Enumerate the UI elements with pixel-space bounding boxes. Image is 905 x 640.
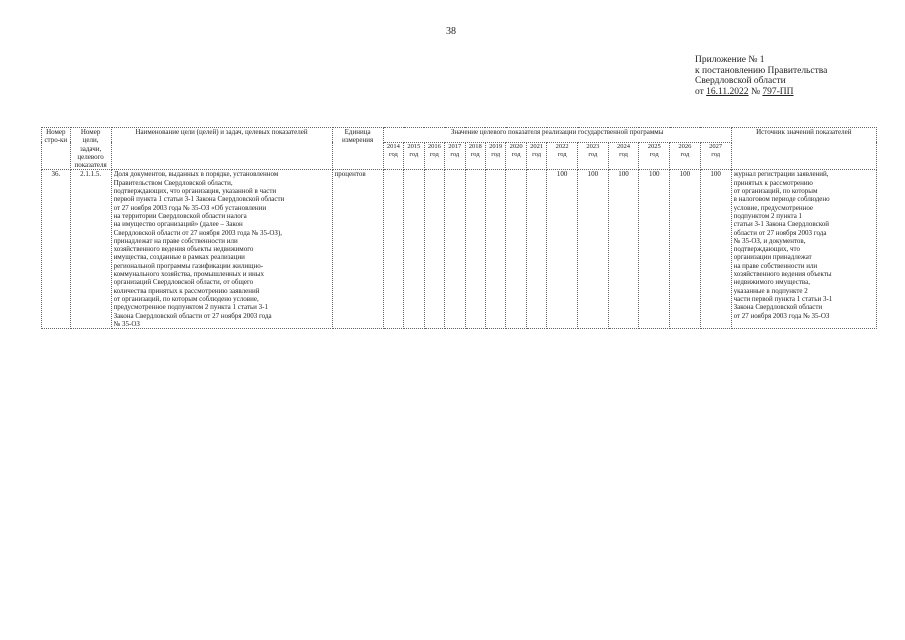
name-line: Правительством Свердловской области, — [113, 178, 233, 187]
date-prefix: от — [695, 86, 704, 97]
value-cell: 100 — [578, 170, 609, 329]
value-cell: 100 — [608, 170, 639, 329]
name-line: на территории Свердловской области налога — [113, 211, 247, 220]
header-unit: Единица измерения — [332, 128, 383, 170]
header-year: 2023 год — [578, 142, 609, 170]
value-cell — [465, 170, 485, 329]
unit-cell: процентов — [332, 170, 383, 329]
name-line: хозяйственного ведения объекты недвижимого — [113, 245, 254, 254]
source-line: условие, предусмотренное — [733, 203, 814, 212]
header-year: 2014 год — [383, 142, 403, 170]
source-line: от 27 ноября 2003 года № 35-ОЗ — [733, 311, 830, 320]
header-year: 2026 год — [670, 142, 701, 170]
value-cell — [526, 170, 546, 329]
source-line: части первой пункта 1 статьи 3-1 — [733, 294, 833, 303]
header-year: 2017 год — [445, 142, 465, 170]
header-source: Источник значений показателей — [731, 128, 876, 170]
name-line: на имущество организаций» (далее – Закон — [113, 220, 243, 229]
page-number: 38 — [446, 26, 456, 37]
header-goal-number: Номер цели, задачи, целевого показателя — [70, 128, 111, 170]
source-line: подтверждающих, что — [733, 245, 800, 254]
header-year: 2019 год — [485, 142, 505, 170]
header-year: 2018 год — [465, 142, 485, 170]
name-line: региональной программы газификации жилищно- — [113, 261, 264, 270]
value-cell — [424, 170, 444, 329]
source-line: от организаций, по которым — [733, 187, 818, 196]
value-cell — [506, 170, 526, 329]
header-year: 2016 год — [424, 142, 444, 170]
name-line: Свердловской области от 27 ноября 2003 года № 35-ОЗ), — [113, 228, 283, 237]
value-cell — [404, 170, 424, 329]
name-line: № 35-ОЗ — [113, 319, 140, 328]
appendix-line-1: Приложение № 1 — [695, 55, 765, 65]
source-line: недвижимого имущества, — [733, 278, 810, 287]
source-line: в налоговом периоде соблюдено — [733, 195, 830, 204]
source-line: № 35-ОЗ, и документов, — [733, 236, 806, 245]
name-line: подтверждающих, что организация, указанной в части — [113, 187, 277, 196]
name-line: от 27 ноября 2003 года № 35-ОЗ «Об установлении — [113, 203, 267, 212]
source-line: статьи 3-1 Закона Свердловской — [733, 220, 830, 229]
source-cell — [731, 170, 876, 329]
source-line: области от 27 ноября 2003 года — [733, 228, 827, 237]
row-number: 36. — [42, 170, 71, 329]
header-year: 2024 год — [608, 142, 639, 170]
indicator-name — [111, 170, 332, 329]
value-cell — [485, 170, 505, 329]
header-year: 2027 год — [700, 142, 731, 170]
appendix-date-line — [695, 87, 827, 98]
header-row-number: Номер стро-ки — [42, 128, 71, 170]
name-line: принадлежат на праве собственности или — [113, 236, 238, 245]
name-line: коммунального хозяйства, промышленных и иных — [113, 270, 264, 279]
name-line: от организаций, по которым соблюдено условие, — [113, 294, 259, 303]
value-cell — [383, 170, 403, 329]
source-line: Закона Свердловской области — [733, 303, 823, 312]
name-line: имущества, созданные в рамках реализации — [113, 253, 245, 262]
appendix-number: 797-ПП — [762, 86, 794, 97]
appendix-line-2: к постановлению Правительства — [695, 65, 828, 76]
value-cell: 100 — [700, 170, 731, 329]
header-name: Наименование цели (целей) и задач, целевых показателей — [111, 128, 332, 170]
header-year: 2022 год — [547, 142, 578, 170]
appendix-block — [695, 55, 827, 97]
name-line: Закона Свердловской области от 27 ноября 2003 года — [113, 311, 272, 320]
source-line: организации принадлежат — [733, 253, 812, 262]
name-line: количества принятых к рассмотрению заявлений — [113, 286, 260, 295]
value-cell: 100 — [639, 170, 670, 329]
source-line: на праве собственности или — [733, 261, 818, 270]
header-year: 2025 год — [639, 142, 670, 170]
goal-number: 2.1.1.5. — [70, 170, 111, 329]
source-line: указанные в подпункте 2 — [733, 286, 808, 295]
name-line: организаций Свердловской области, от общего — [113, 278, 254, 287]
header-values: Значение целевого показателя реализации государственной программы — [383, 128, 731, 143]
source-line: подпунктом 2 пункта 1 — [733, 211, 803, 220]
number-prefix: № — [750, 86, 761, 97]
appendix-date: 16.11.2022 — [706, 86, 749, 97]
value-cell — [445, 170, 465, 329]
name-line: предусмотренное подпунктом 2 пункта 1 статьи 3-1 — [113, 303, 268, 312]
indicators-table — [41, 127, 877, 329]
header-year: 2021 год — [526, 142, 546, 170]
header-row — [42, 128, 877, 143]
value-cell: 100 — [670, 170, 701, 329]
source-line: хозяйственного ведения объекты — [733, 270, 832, 279]
name-line: Доля документов, выданных в порядке, установленном — [113, 170, 279, 179]
header-year: 2020 год — [506, 142, 526, 170]
header-year: 2015 год — [404, 142, 424, 170]
source-line: журнал регистрации заявлений, — [733, 170, 829, 179]
appendix-line-3: Свердловской области — [695, 76, 786, 86]
value-cell: 100 — [547, 170, 578, 329]
table-row — [42, 170, 877, 329]
name-line: первой пункта 1 статьи 3-1 Закона Свердловской области — [113, 195, 285, 204]
source-line: принятых к рассмотрению — [733, 178, 813, 187]
